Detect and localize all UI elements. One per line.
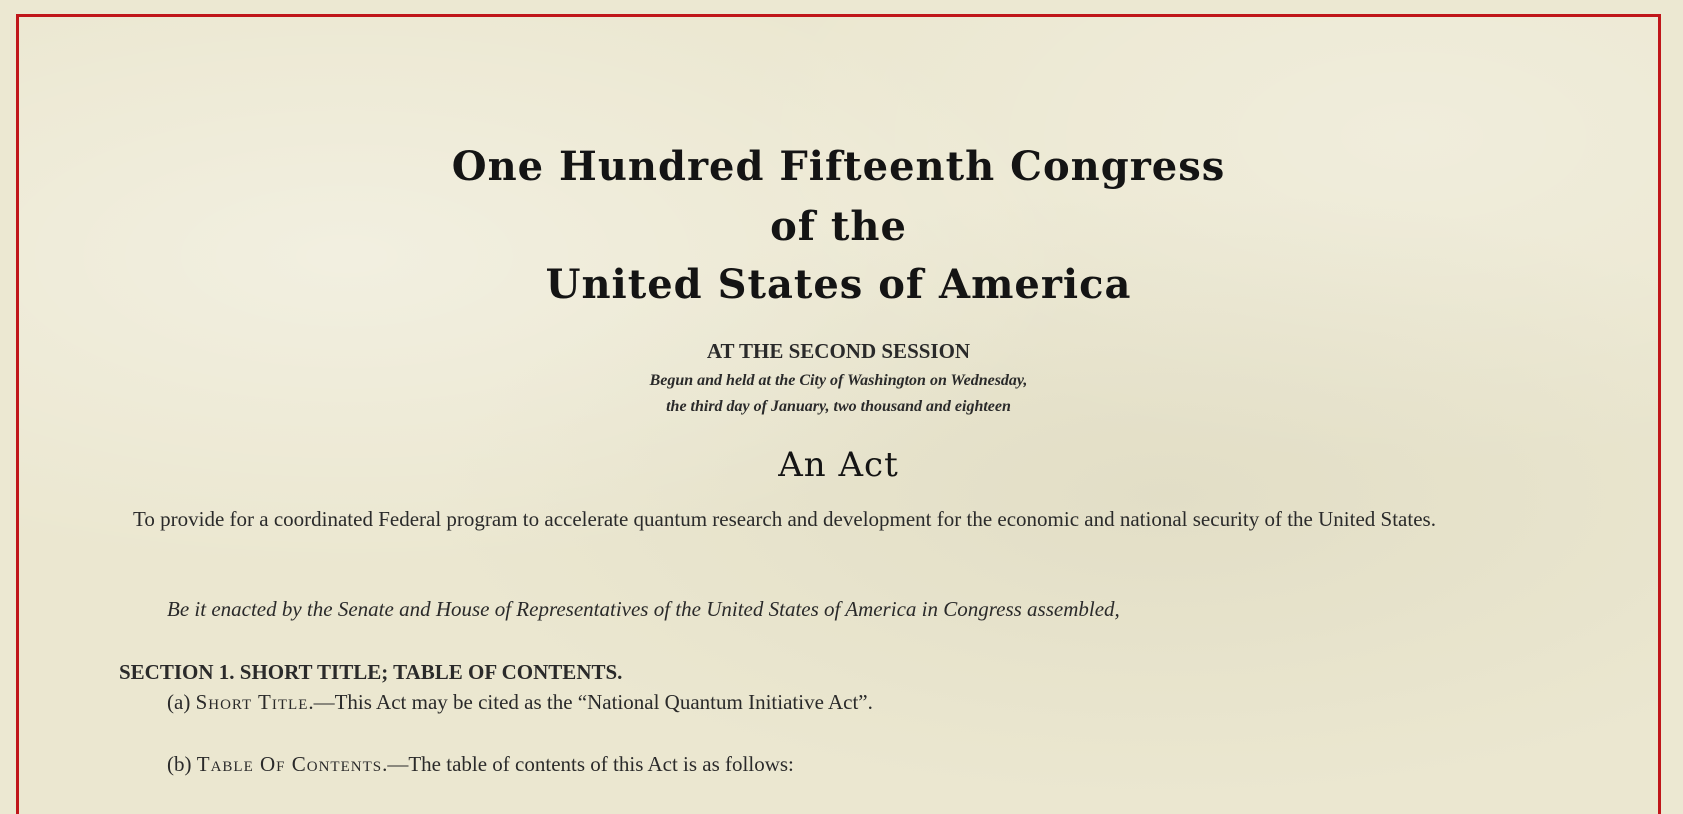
section-1-paragraph-a bbox=[167, 690, 873, 715]
congress-title-country: United States of America bbox=[545, 261, 1132, 308]
paragraph-a-text: .—This Act may be cited as the “National Quantum Initiative Act”. bbox=[308, 690, 873, 714]
paragraph-b-label: Table Of Contents bbox=[196, 752, 383, 776]
session-begun-text bbox=[19, 368, 1658, 420]
paragraph-a-label: Short Title bbox=[195, 690, 309, 714]
session-begun-line-1: Begun and held at the City of Washington on Wednesday, bbox=[649, 372, 1028, 389]
document-frame bbox=[16, 14, 1661, 814]
section-1-heading: SECTION 1. SHORT TITLE; TABLE OF CONTENTS. bbox=[119, 660, 623, 684]
congress-title-of-the: of the bbox=[770, 203, 907, 250]
session-title: AT THE SECOND SESSION bbox=[706, 339, 971, 363]
paragraph-b-prefix: (b) bbox=[167, 752, 197, 776]
section-1-paragraph-b bbox=[167, 752, 794, 777]
act-purpose: To provide for a coordinated Federal program to accelerate quantum research and development for the economic and national security of the United States. bbox=[133, 507, 1436, 531]
paragraph-a-prefix: (a) bbox=[167, 690, 196, 714]
congress-title: One Hundred Fifteenth Congress bbox=[451, 143, 1226, 190]
paragraph-b-text: .—The table of contents of this Act is as follows: bbox=[382, 752, 794, 776]
act-heading: An Act bbox=[778, 445, 899, 485]
session-begun-line-2: the third day of January, two thousand and eighteen bbox=[666, 398, 1011, 415]
enacting-clause: Be it enacted by the Senate and House of Representatives of the United States of America in Congress assembled, bbox=[167, 597, 1120, 621]
